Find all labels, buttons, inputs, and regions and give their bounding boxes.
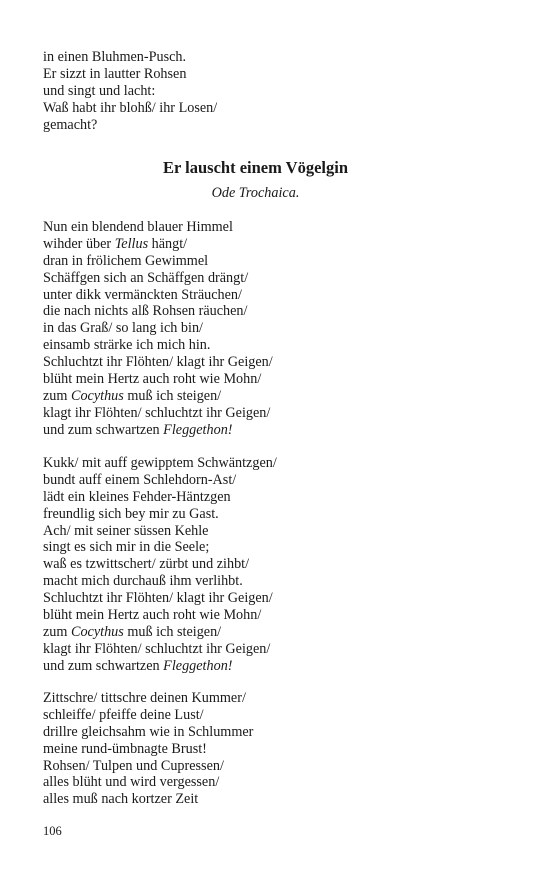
verse-line: gemacht? [43, 116, 98, 133]
verse-line [43, 707, 513, 724]
verse-text: alles blüht und wird vergessen/ [43, 774, 220, 791]
verse-text: Kukk/ mit auff gewipptem Schwäntzgen/ [43, 455, 277, 471]
verse-text: blüht mein Hertz auch roht wie Mohn/ [43, 371, 262, 388]
verse-text: klagt ihr Flöhten/ schluchtzt ihr Geigen/ [43, 404, 271, 421]
verse-text: Ach/ mit seiner süssen Kehle [43, 522, 209, 539]
verse-text: die nach nichts alß Rohsen räuchen/ [43, 303, 248, 320]
stanza-1 [43, 219, 513, 439]
verse-text: muß ich steigen/ [123, 623, 222, 640]
verse-line [43, 690, 513, 707]
verse-text: in das Graß/ so lang ich bin/ [43, 320, 203, 337]
italic-name: Tellus [114, 235, 149, 252]
verse-line [43, 371, 513, 388]
verse-text: freundlig sich bey mir zu Gast. [43, 505, 219, 522]
verse-text: blüht mein Hertz auch roht wie Mohn/ [43, 607, 262, 624]
verse-line: in einen Bluhmen-Pusch. [43, 49, 187, 65]
verse-text: bundt auff einem Schlehdorn-Ast/ [43, 471, 237, 488]
verse-text: Schluchtzt ihr Flöhten/ klagt ihr Geigen/ [43, 354, 273, 371]
verse-line [43, 422, 513, 439]
verse-text: muß ich steigen/ [123, 387, 222, 404]
verse-line [43, 270, 513, 287]
verse-line [43, 658, 513, 675]
verse-line [43, 354, 513, 371]
verse-text: und zum schwartzen [43, 421, 164, 438]
poem-title: Er lauscht einem Vögelgin [162, 158, 349, 177]
verse-text: zum [43, 387, 71, 404]
verse-text: Zittschre/ tittschre deinen Kummer/ [43, 690, 246, 706]
verse-line [43, 523, 513, 540]
verse-line [43, 641, 513, 658]
verse-text: singt es sich mir in die Seele; [43, 539, 210, 556]
verse-text: schleiffe/ pfeiffe deine Lust/ [43, 706, 204, 723]
verse-line [43, 556, 513, 573]
verse-line [43, 219, 513, 236]
verse-text: Rohsen/ Tulpen und Cupressen/ [43, 757, 224, 774]
verse-text: lädt ein kleines Fehder-Häntzgen [43, 488, 231, 505]
verse-line [43, 253, 513, 270]
verse-text: drillre gleichsahm wie in Schlummer [43, 723, 254, 740]
verse-line [43, 489, 513, 506]
stanza-2 [43, 455, 513, 675]
verse-line: Waß habt ihr blohß/ ihr Losen/ [43, 99, 218, 116]
italic-name: Cocythus [70, 623, 124, 640]
verse-line [43, 320, 513, 337]
italic-name: Cocythus [70, 387, 124, 404]
verse-line [43, 287, 513, 304]
verse-text: unter dikk vermänckten Sträuchen/ [43, 286, 242, 303]
verse-line [43, 624, 513, 641]
verse-line [43, 607, 513, 624]
verse-text: hängt/ [148, 235, 188, 252]
verse-line [43, 573, 513, 590]
verse-text: meine rund-ümbnagte Brust! [43, 740, 207, 757]
verse-line [43, 388, 513, 405]
verse-text: dran in frölichem Gewimmel [43, 252, 209, 269]
verse-text: Schäffgen sich an Schäffgen drängt/ [43, 269, 249, 286]
verse-line [43, 758, 513, 775]
verse-text: waß es tzwittschert/ zürbt und zihbt/ [43, 556, 250, 573]
verse-line: Er sizzt in lautter Rohsen [43, 65, 187, 82]
verse-text: einsamb strärke ich mich hin. [43, 337, 211, 354]
verse-line [43, 337, 513, 354]
italic-name: Fleggethon! [163, 657, 233, 674]
verse-line [43, 506, 513, 523]
verse-line [43, 405, 513, 422]
verse-text: alles muß nach kortzer Zeit [43, 791, 199, 808]
poem-subtitle: Ode Trochaica. [211, 185, 300, 201]
verse-line [43, 590, 513, 607]
verse-line [43, 236, 513, 253]
verse-text: macht mich durchauß ihm verlihbt. [43, 573, 243, 590]
stanza-3 [43, 690, 513, 808]
verse-line [43, 724, 513, 741]
verse-text: wihder über [43, 235, 115, 252]
verse-line [43, 303, 513, 320]
verse-line [43, 791, 513, 808]
verse-text: Schluchtzt ihr Flöhten/ klagt ihr Geigen/ [43, 590, 273, 607]
verse-line [43, 455, 513, 472]
continued-verse [43, 49, 513, 133]
verse-text: klagt ihr Flöhten/ schluchtzt ihr Geigen/ [43, 640, 271, 657]
page-number: 106 [43, 824, 62, 838]
verse-line: und singt und lacht: [43, 82, 156, 99]
verse-text: und zum schwartzen [43, 657, 164, 674]
verse-text: Nun ein blendend blauer Himmel [43, 219, 233, 235]
verse-text: zum [43, 623, 71, 640]
verse-line [43, 741, 513, 758]
italic-name: Fleggethon! [163, 421, 233, 438]
verse-line [43, 472, 513, 489]
verse-line [43, 774, 513, 791]
verse-line [43, 539, 513, 556]
